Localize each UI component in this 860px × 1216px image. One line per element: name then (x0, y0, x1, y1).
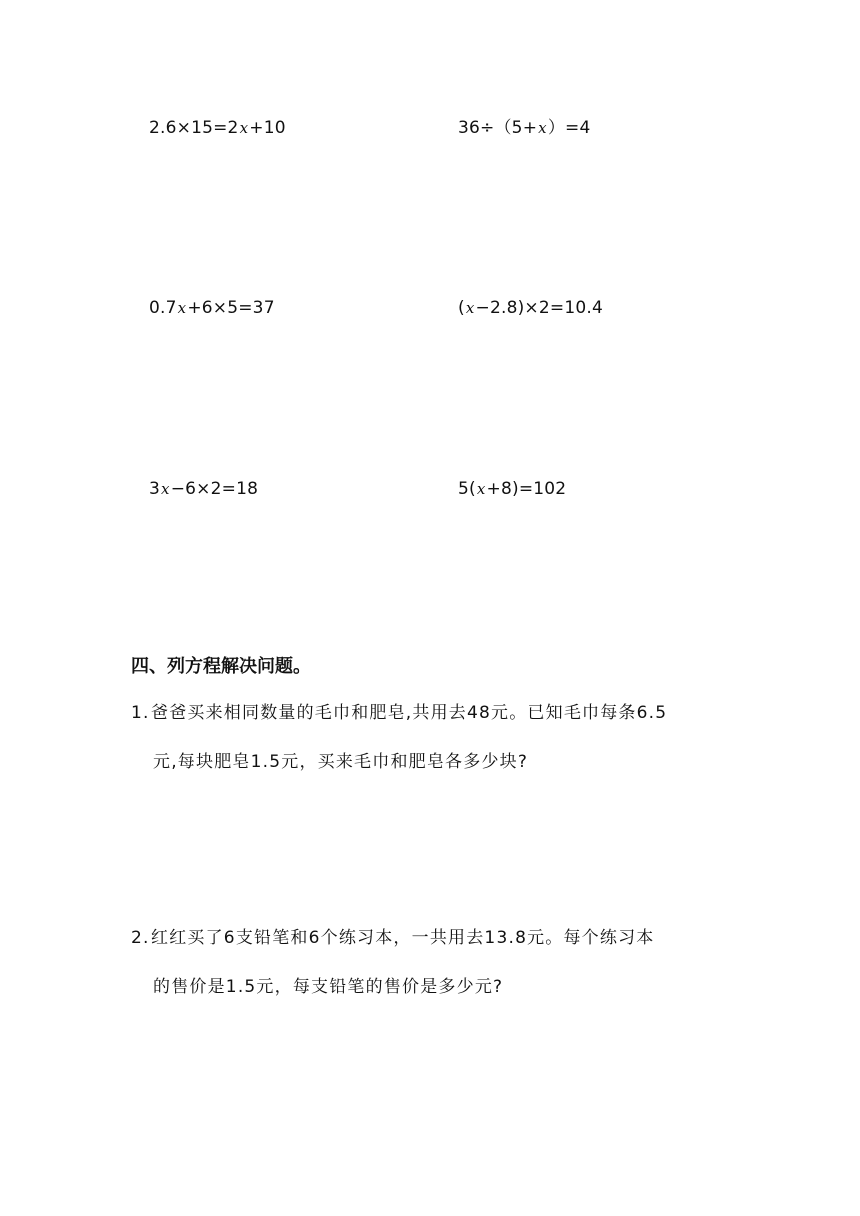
equation-5 (149, 477, 258, 501)
equation-5-before: 3 (149, 479, 161, 499)
problem-1-line-1 (131, 701, 741, 725)
problem-2-line-1 (131, 926, 741, 950)
equation-4-before: ( (458, 298, 465, 318)
problem-2-number: 2. (131, 928, 150, 948)
equation-1-before: 2.6×15=2 (149, 118, 239, 138)
equation-5-after: −6×2=18 (170, 479, 259, 499)
equation-1 (149, 116, 286, 140)
equation-4-after: −2.8)×2=10.4 (475, 298, 603, 318)
problem-1-line-2: 元,每块肥皂1.5元，买来毛巾和肥皂各多少块? (153, 752, 529, 772)
equation-4-variable: x (465, 299, 475, 317)
equation-6-after: +8)=102 (486, 479, 567, 499)
equation-6-variable: x (476, 480, 486, 498)
problem-2-line-2: 的售价是1.5元，每支铅笔的售价是多少元? (153, 977, 504, 997)
problem-1-text-1: 爸爸买来相同数量的毛巾和肥皂,共用去48元。已知毛巾每条6.5 (151, 703, 668, 723)
equation-6 (458, 477, 566, 501)
problem-2 (131, 926, 741, 999)
equation-6-before: 5( (458, 479, 476, 499)
problem-1-number: 1. (131, 703, 150, 723)
problem-1 (131, 701, 741, 774)
equation-2-before: 36÷（5+ (458, 118, 538, 138)
equation-4 (458, 296, 603, 320)
equation-3-before: 0.7 (149, 298, 177, 318)
equation-2 (458, 116, 590, 140)
equation-5-variable: x (161, 480, 170, 498)
equation-3-variable: x (177, 299, 187, 317)
equation-1-after: +10 (249, 118, 286, 138)
equation-3-after: +6×5=37 (187, 298, 275, 318)
section-4-title: 四、列方程解决问题。 (131, 656, 311, 677)
equation-2-after: ）=4 (547, 118, 591, 138)
equation-3 (149, 296, 275, 320)
equation-1-variable: x (239, 119, 249, 137)
problem-2-text-1: 红红买了6支铅笔和6个练习本，一共用去13.8元。每个练习本 (151, 928, 655, 948)
equation-2-variable: x (538, 119, 547, 137)
